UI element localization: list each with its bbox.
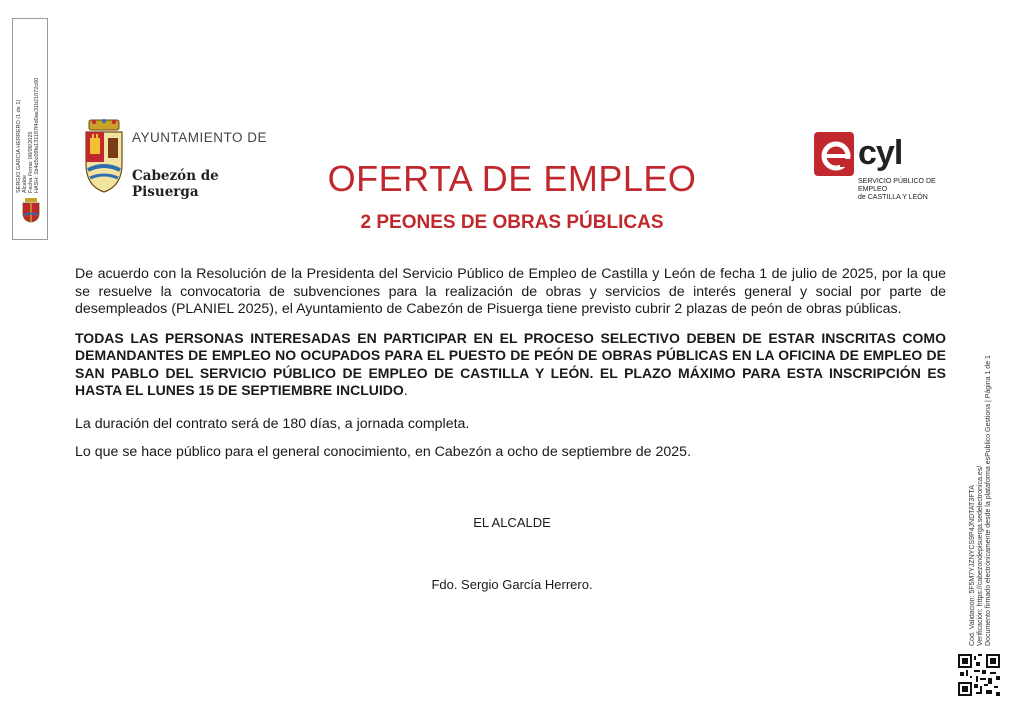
ecyl-logo — [812, 130, 962, 201]
ecyl-subtitle — [858, 178, 962, 202]
page-subtitle: 2 PEONES DE OBRAS PÚBLICAS — [360, 212, 664, 233]
ecyl-subtitle-line1: SERVICIO PÚBLICO DE EMPLEO — [858, 178, 936, 193]
document-body — [75, 266, 946, 473]
signer-name: Fdo. Sergio García Herrero. — [431, 577, 593, 592]
verification-line: Documento firmado electrónicamente desde la plataforma esPublico Gestiona | Página 1 de 1 — [985, 355, 992, 646]
verification-line: Cód. Validación: 5F5M7YJZNYCS9P4JNDTAT3FTA — [969, 485, 976, 646]
org-name-line1: AYUNTAMIENTO DE — [132, 130, 268, 145]
stamp-line: Fecha Firma: 08/09/2025 — [28, 131, 34, 193]
page-title: OFERTA DE EMPLEO — [327, 158, 697, 199]
paragraph-closing: Lo que se hace público para el general conocimiento, en Cabezón a ocho de septiembre de 2025. — [75, 444, 692, 460]
stamp-line: SERGIO GARCIA HERRERO (1 de 1) — [16, 99, 22, 193]
signature-stamp — [12, 18, 48, 240]
verification-line: Verificación: https://cabezondepisuerga.sedelectronica.es/ — [977, 465, 984, 646]
ecyl-subtitle-line2: de CASTILLA Y LEÓN — [858, 194, 928, 201]
requirements-period: . — [403, 382, 408, 398]
paragraph-requirements — [75, 330, 946, 400]
paragraph-intro: De acuerdo con la Resolución de la Presidenta del Servicio Público de Empleo de Castilla y León de fecha 1 de julio de 2025, por la que se resuelve la convocatoria de subvenciones para la realización de obras y servicios de interés general y social por parte de desempleados (PLANIEL 2025), el Ayuntamiento de Cabezón de Pisuerga tiene previsto cubrir 2 plazas de peón de obras públicas. — [75, 266, 946, 317]
ecyl-e-icon — [814, 132, 858, 178]
requirements-text: TODAS LAS PERSONAS INTERESADAS EN PARTICIPAR EN EL PROCESO SELECTIVO DEBEN DE ESTAR INSCRITAS COMO DEMANDANTES DE EMPLEO NO OCUPADOS PARA EL PUESTO DE PEÓN DE OBRAS PÚBLICAS EN LA OFICINA DE EMPLEO DE SAN PABLO DEL SERVICIO PÚBLICO DE EMPLEO DE CASTILLA Y LEÓN. EL PLAZO MÁXIMO PARA ESTA INSCRIPCIÓN ES HASTA EL LUNES 15 DE SEPTIEMBRE INCLUIDO — [75, 329, 946, 398]
verification-text — [969, 330, 1009, 646]
org-name-line2: Cabezón de Pisuerga — [132, 168, 219, 200]
ecyl-wordmark: cyl — [858, 134, 903, 172]
signer-title: EL ALCALDE — [473, 515, 551, 530]
qr-code-icon — [958, 654, 1000, 696]
stamp-line: Alcalde — [22, 174, 28, 193]
paragraph-duration: La duración del contrato será de 180 días, a jornada completa. — [75, 415, 470, 432]
stamp-line: HASH: 1b4d5c09fa131187f4d0ae31b21072c60 — [34, 77, 40, 193]
